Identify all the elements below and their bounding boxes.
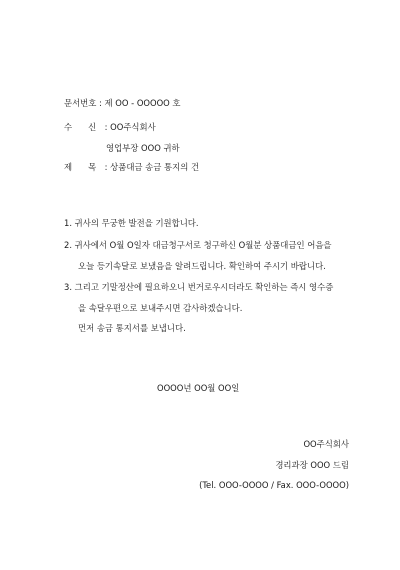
closing-line: 먼저 송금 통지서를 보냅니다. bbox=[78, 323, 186, 333]
doc-number-row bbox=[64, 97, 181, 109]
subject-value: : 상품대금 송금 통지의 건 bbox=[104, 162, 200, 172]
sender-contact: (Tel. OOO-OOOO / Fax. OOO-OOOO) bbox=[199, 480, 349, 490]
sender-person: 경리과장 OOO 드림 bbox=[275, 460, 349, 470]
doc-number-label: 문서번호 bbox=[64, 98, 97, 108]
recipient-row bbox=[64, 121, 156, 133]
body-paragraph-2-line-2: 오늘 등기속달로 보냈음을 알려드립니다. 확인하여 주시기 바랍니다. bbox=[78, 261, 326, 271]
subject-label: 제 목 bbox=[64, 162, 97, 172]
body-paragraph-2-line-1: 2. 귀사에서 O월 O일자 대금청구서로 청구하신 O월분 상품대금인 어음을 bbox=[64, 240, 332, 250]
doc-number-value: : 제 OO - OOOOO 호 bbox=[99, 98, 181, 108]
subject-row bbox=[64, 161, 199, 173]
recipient-label: 수 신 bbox=[64, 122, 97, 132]
recipient-value: : OO주식회사 bbox=[104, 122, 156, 132]
attention-line: 영업부장 OOO 귀하 bbox=[106, 143, 180, 153]
body-paragraph-3-line-2: 을 속달우편으로 보내주시면 감사하겠습니다. bbox=[78, 303, 243, 313]
body-paragraph-1: 1. 귀사의 무궁한 발전을 기원합니다. bbox=[64, 218, 199, 228]
body-paragraph-3-line-1: 3. 그리고 기말정산에 필요하오니 번거로우시더라도 확인하는 즉시 영수증 bbox=[64, 282, 334, 292]
document-date: OOOO년 OO월 OO일 bbox=[157, 383, 240, 393]
sender-company: OO주식회사 bbox=[303, 439, 349, 449]
